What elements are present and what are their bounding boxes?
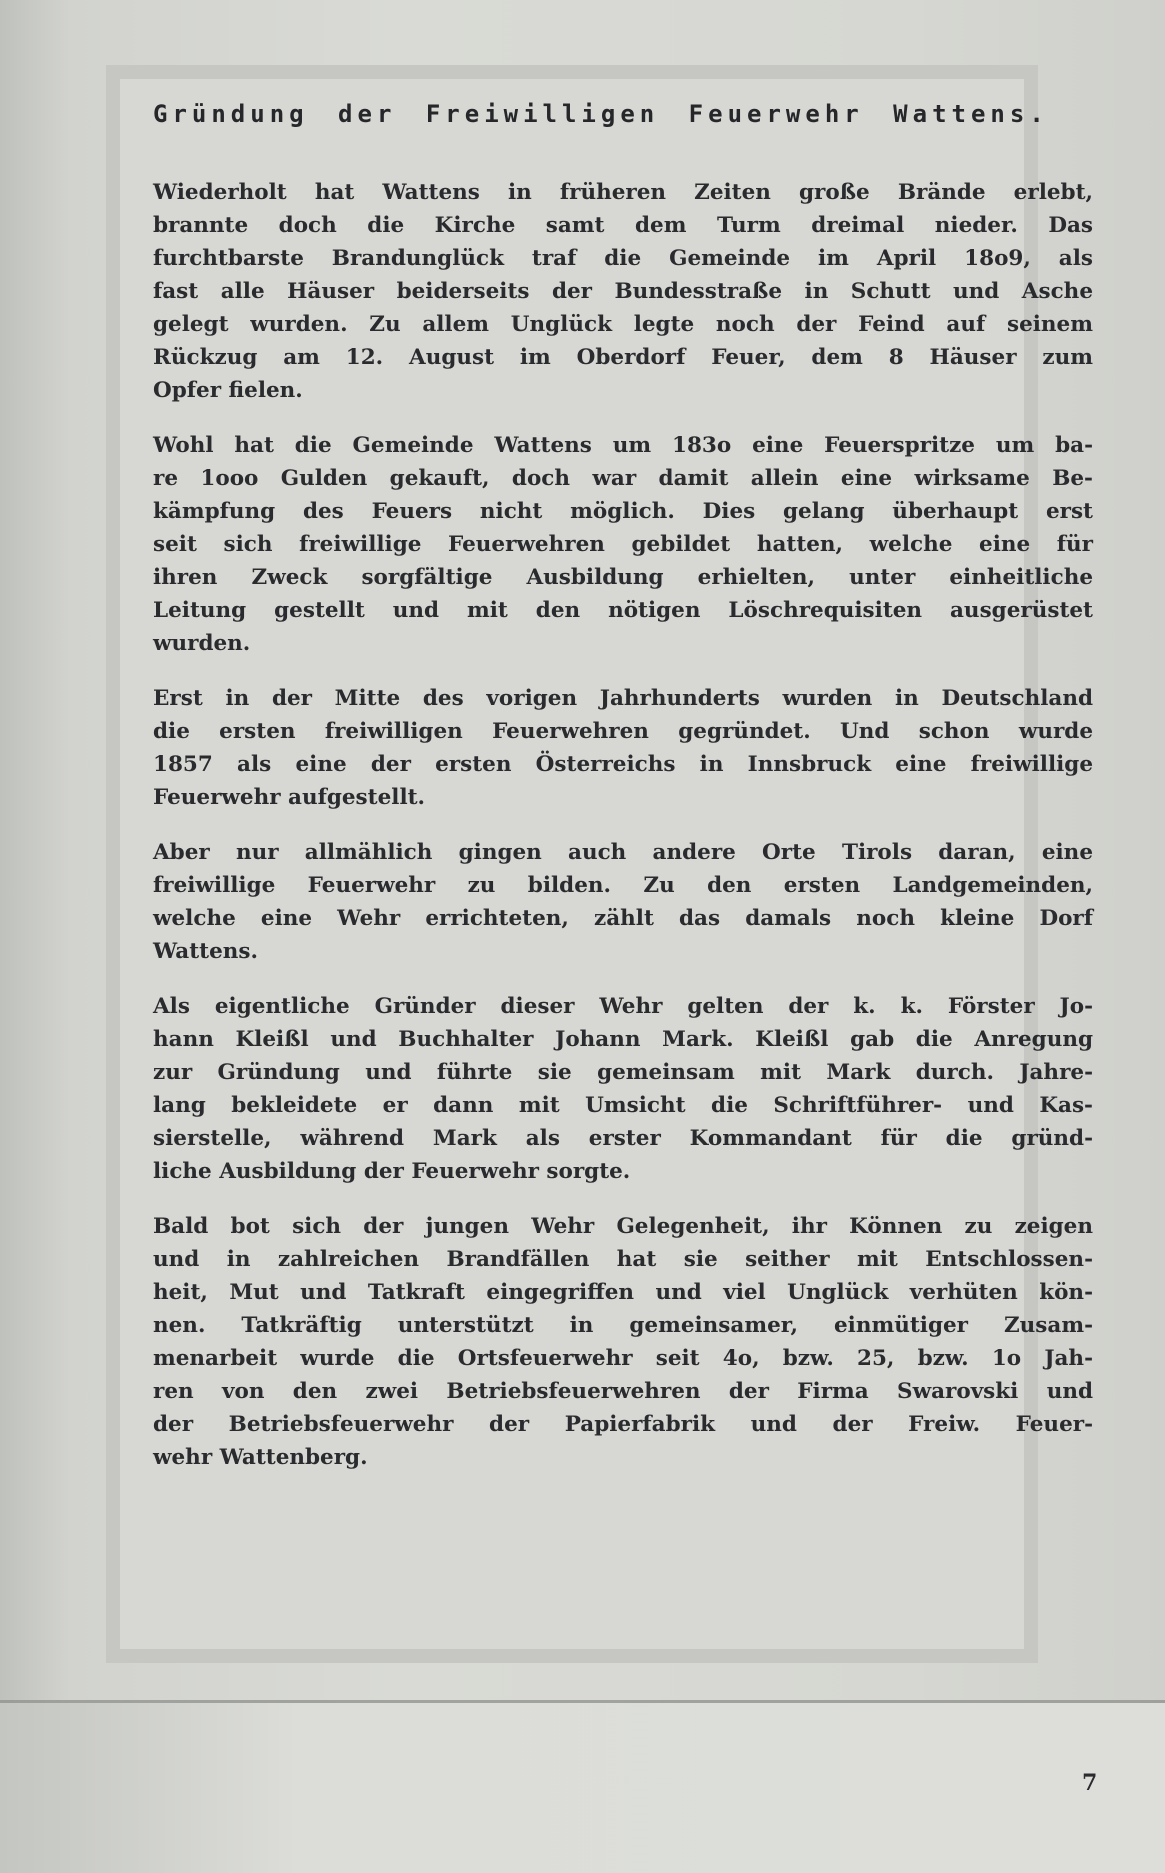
paragraph-line: Als eigentliche Gründer dieser Wehr gelten der k. k. Förster Jo- — [153, 994, 1093, 1019]
paragraph-line: hann Kleißl und Buchhalter Johann Mark. Kleißl gab die Anregung — [153, 1027, 1093, 1052]
paragraph-line: heit, Mut und Tatkraft eingegriffen und viel Unglück verhüten kön- — [153, 1280, 1093, 1305]
paragraph — [153, 176, 1093, 407]
paragraph-list — [153, 176, 1093, 1474]
paragraph-line: Rückzug am 12. August im Oberdorf Feuer, dem 8 Häuser zum — [153, 345, 1093, 370]
paragraph-line: welche eine Wehr errichteten, zählt das damals noch kleine Dorf — [153, 906, 1093, 931]
paragraph-line: gelegt wurden. Zu allem Unglück legte noch der Feind auf seinem — [153, 312, 1093, 337]
paragraph-line: Feuerwehr aufgestellt. — [153, 785, 426, 810]
page-number: 7 — [1082, 1770, 1098, 1796]
paragraph-line: und in zahlreichen Brandfällen hat sie seither mit Entschlossen- — [153, 1247, 1093, 1272]
paragraph-line: liche Ausbildung der Feuerwehr sorgte. — [153, 1159, 631, 1184]
paragraph-line: brannte doch die Kirche samt dem Turm dreimal nieder. Das — [153, 213, 1093, 238]
paragraph-line: re 1ooo Gulden gekauft, doch war damit allein eine wirksame Be- — [153, 466, 1093, 491]
paragraph-line: kämpfung des Feuers nicht möglich. Dies gelang überhaupt erst — [153, 499, 1093, 524]
paragraph-line: Erst in der Mitte des vorigen Jahrhunderts wurden in Deutschland — [153, 686, 1093, 711]
paragraph-line: menarbeit wurde die Ortsfeuerwehr seit 4o, bzw. 25, bzw. 1o Jah- — [153, 1346, 1093, 1371]
document-title: Gründung der Freiwilligen Feuerwehr Wattens. — [153, 100, 1049, 128]
paragraph-line: Wohl hat die Gemeinde Wattens um 183o eine Feuerspritze um ba- — [153, 433, 1093, 458]
paragraph-line: zur Gründung und führte sie gemeinsam mit Mark durch. Jahre- — [153, 1060, 1093, 1085]
paragraph-line: ren von den zwei Betriebsfeuerwehren der Firma Swarovski und — [153, 1379, 1093, 1404]
paragraph-line: Opfer fielen. — [153, 378, 303, 403]
paragraph-line: lang bekleidete er dann mit Umsicht die Schriftführer- und Kas- — [153, 1093, 1093, 1118]
paragraph-line: Wiederholt hat Wattens in früheren Zeiten große Brände erlebt, — [153, 180, 1093, 205]
paragraph-line: wehr Wattenberg. — [153, 1445, 368, 1470]
paragraph-line: nen. Tatkräftig unterstützt in gemeinsamer, einmütiger Zusam- — [153, 1313, 1093, 1338]
paragraph-line: ihren Zweck sorgfältige Ausbildung erhielten, unter einheitliche — [153, 565, 1093, 590]
paragraph-line: 1857 als eine der ersten Österreichs in Innsbruck eine freiwillige — [153, 752, 1093, 777]
paragraph-line: Leitung gestellt und mit den nötigen Löschrequisiten ausgerüstet — [153, 598, 1093, 623]
paragraph-line: freiwillige Feuerwehr zu bilden. Zu den ersten Landgemeinden, — [153, 873, 1093, 898]
paragraph — [153, 1210, 1093, 1474]
lower-paper-area — [0, 1703, 1165, 1873]
paragraph-line: seit sich freiwillige Feuerwehren gebildet hatten, welche eine für — [153, 532, 1093, 557]
paragraph — [153, 990, 1093, 1188]
paragraph-line: fast alle Häuser beiderseits der Bundesstraße in Schutt und Asche — [153, 279, 1093, 304]
paragraph — [153, 682, 1093, 814]
document-body — [153, 100, 1093, 1496]
paragraph-line: die ersten freiwilligen Feuerwehren gegründet. Und schon wurde — [153, 719, 1093, 744]
paragraph-line: Wattens. — [153, 939, 258, 964]
paragraph-line: Aber nur allmählich gingen auch andere Orte Tirols daran, eine — [153, 840, 1093, 865]
paragraph-line: Bald bot sich der jungen Wehr Gelegenheit, ihr Können zu zeigen — [153, 1214, 1093, 1239]
paragraph-line: der Betriebsfeuerwehr der Papierfabrik und der Freiw. Feuer- — [153, 1412, 1093, 1437]
paragraph — [153, 836, 1093, 968]
paragraph-line: sierstelle, während Mark als erster Kommandant für die gründ- — [153, 1126, 1093, 1151]
paragraph — [153, 429, 1093, 660]
paragraph-line: wurden. — [153, 631, 251, 656]
paragraph-line: furchtbarste Brandunglück traf die Gemeinde im April 18o9, als — [153, 246, 1093, 271]
